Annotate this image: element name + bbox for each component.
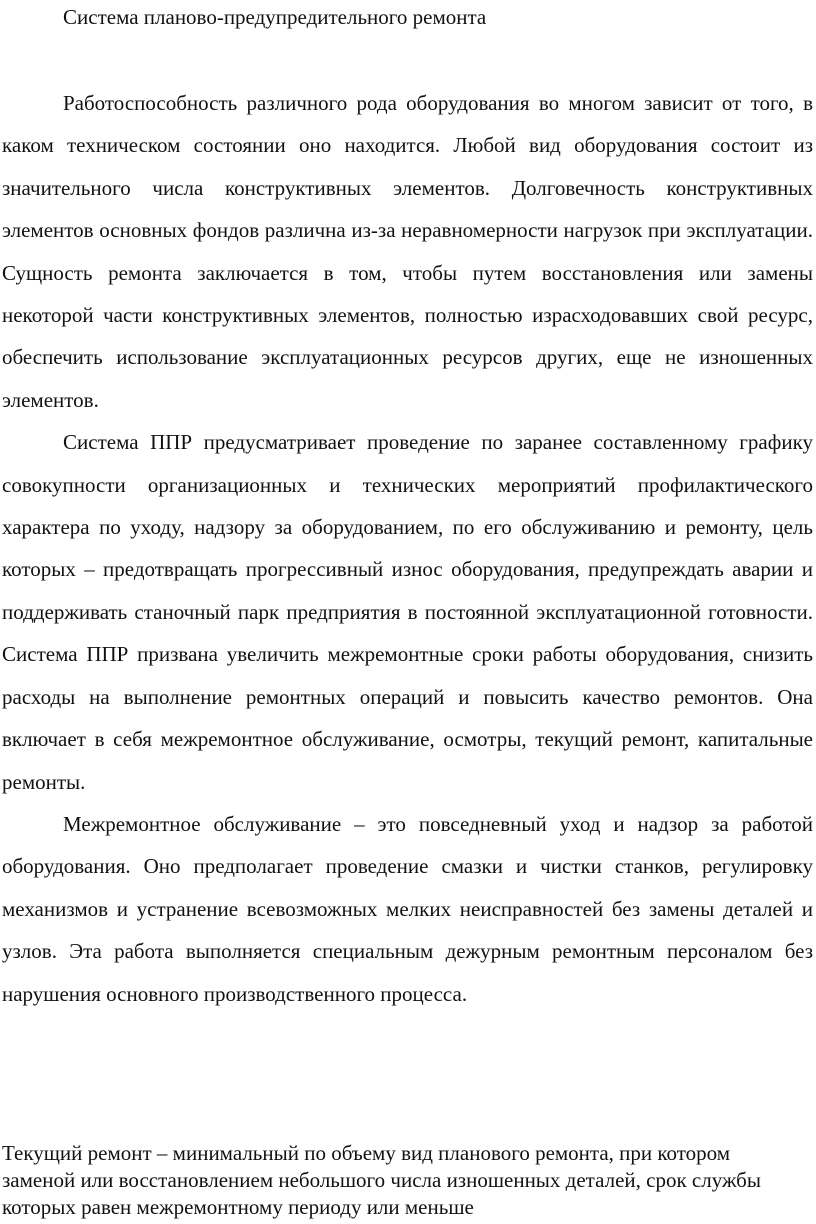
paragraph-workability: Работоспособность различного рода оборудования во многом зависит от того, в каком техническом состоянии оно находится. Любой вид оборудования состоит из значительного числа конструктивных элементов. Долговечность конструктивных элементов основных фондов различна из-за неравномерности нагрузок при эксплуатации. Сущность ремонта заключается в том, чтобы путем восстановления или замены некоторой части конструктивных элементов, полностью израсходовавших свой ресурс, обеспечить использование эксплуатационных ресурсов других, еще не изношенных элементов. (2, 91, 813, 412)
paragraph-ppr-system: Система ППР предусматривает проведение по заранее составленному графику совокупности организационных и технических мероприятий профилактического характера по уходу, надзору за оборудованием, по его обслуживанию и ремонту, цель которых – предотвращать прогрессивный износ оборудования, предупреждать аварии и поддерживать станочный парк предприятия в постоянной эксплуатационной готовности. Система ППР призвана увеличить межремонтные сроки работы оборудования, снизить расходы на выполнение ремонтных операций и повысить качество ремонтов. Она включает в себя межремонтное обслуживание, осмотры, текущий ремонт, капитальные ремонты. (2, 430, 813, 794)
paragraph-current-repair: Текущий ремонт – минимальный по объему вид планового ремонта, при котором заменой или восстановлением небольшого числа изношенных деталей, срок службы которых равен межремонтному периоду или меньше (2, 1141, 761, 1219)
document-body (2, 82, 813, 1015)
paragraph-interrepair-service: Межремонтное обслуживание – это повседневный уход и надзор за работой оборудования. Оно предполагает проведение смазки и чистки станков, регулировку механизмов и устранение всевозможных мелких неисправностей без замены деталей и узлов. Эта работа выполняется специальным дежурным ремонтным персоналом без нарушения основного производственного процесса. (2, 811, 813, 1006)
page-title: Система планово-предупредительного ремонта (63, 5, 487, 29)
